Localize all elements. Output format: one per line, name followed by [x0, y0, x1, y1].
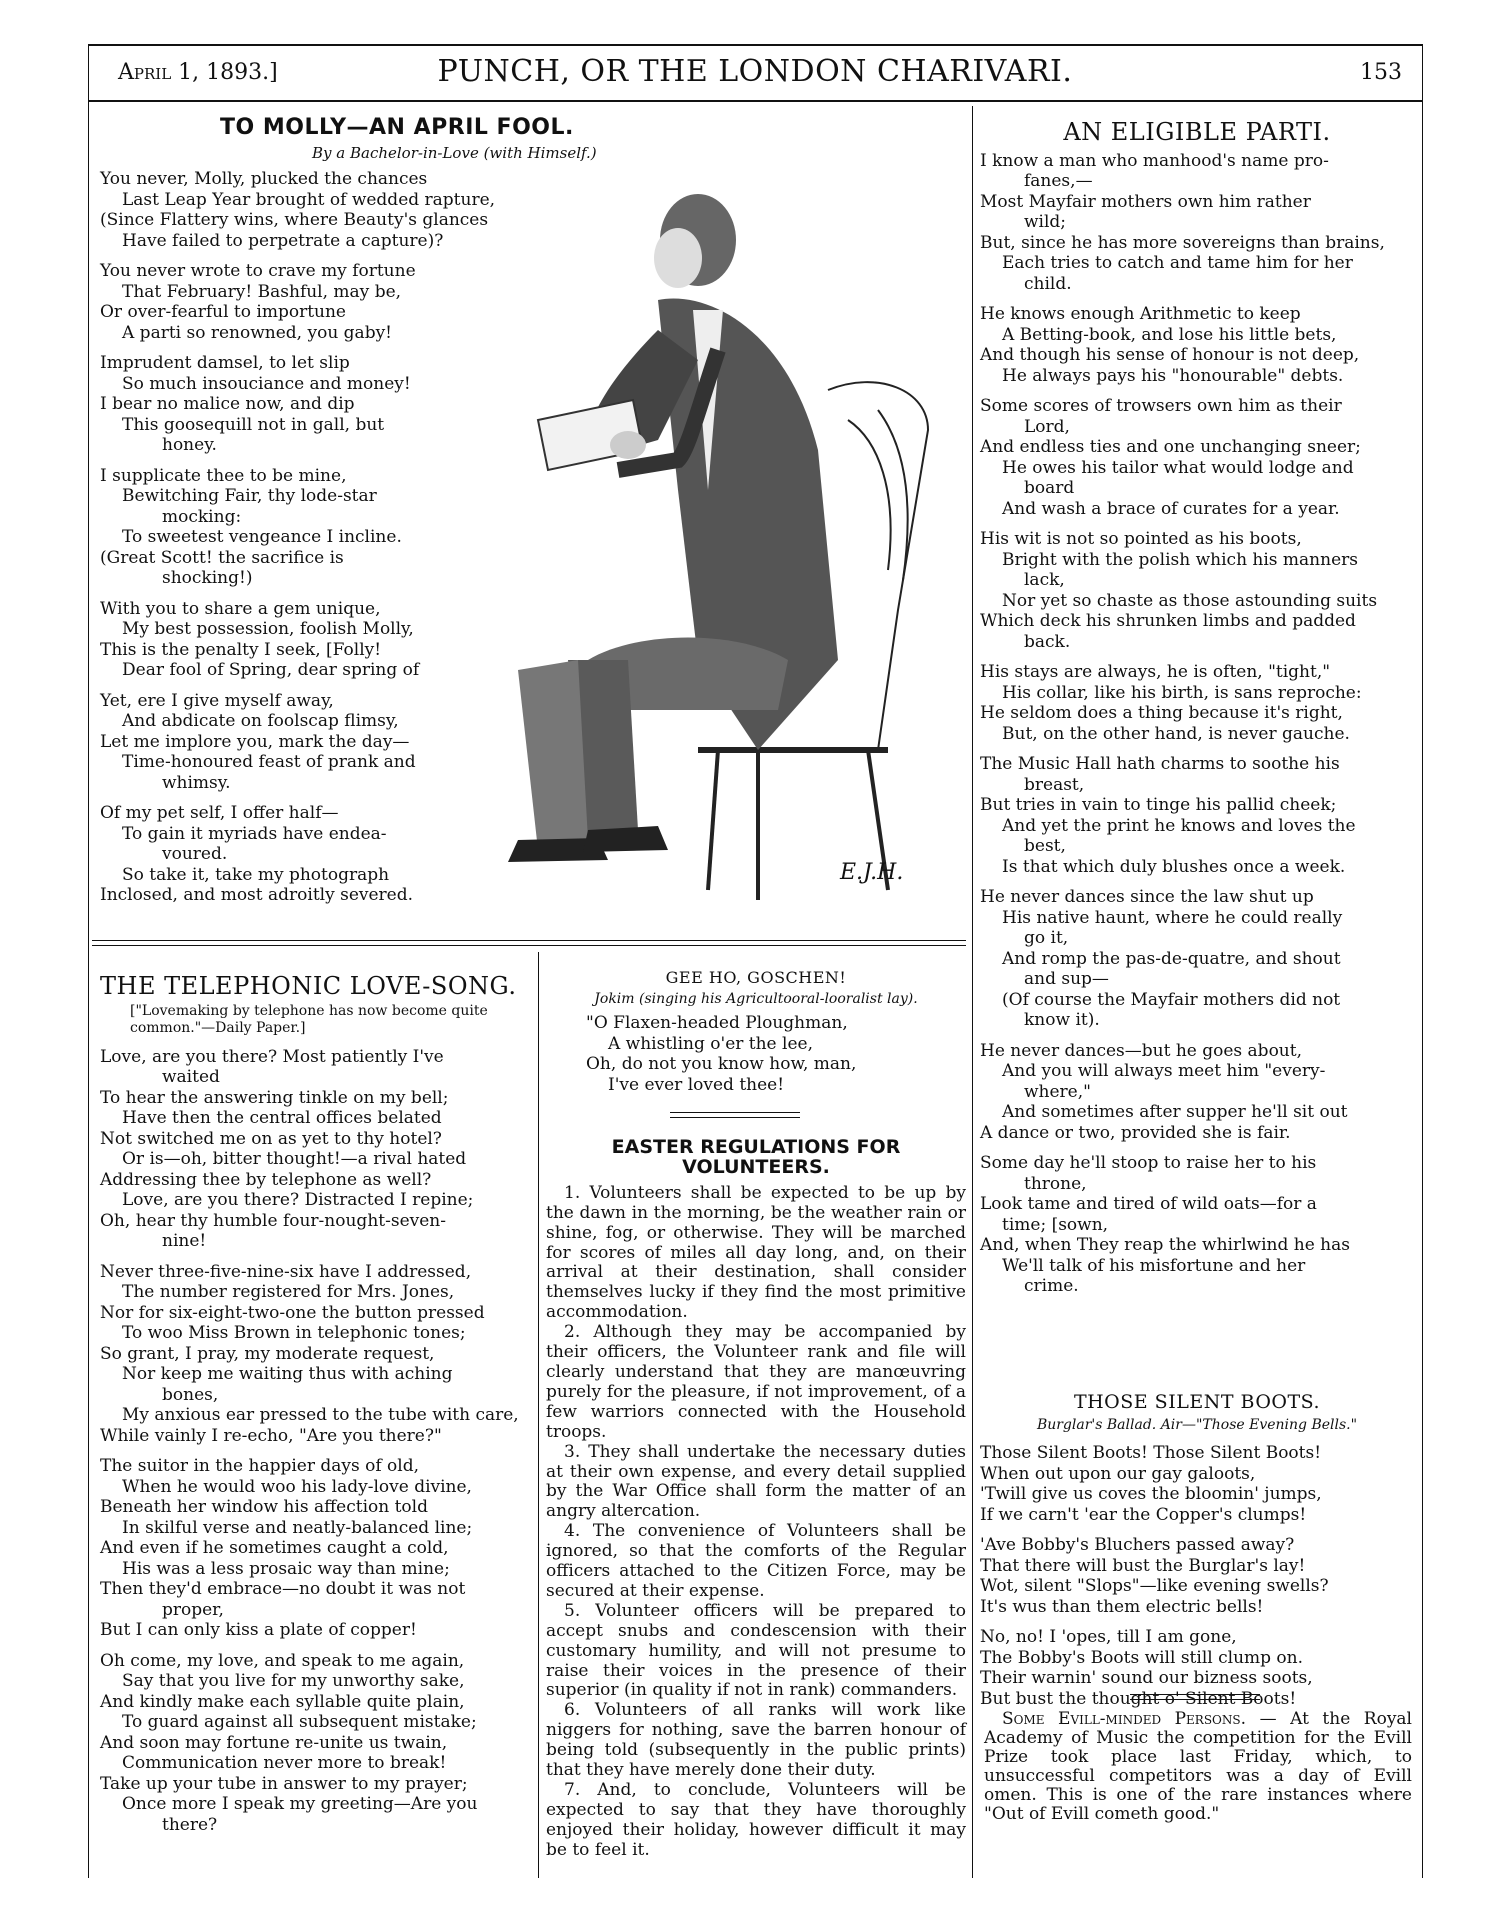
verse-line: And romp the pas-de-quatre, and shout	[1002, 948, 1341, 969]
regulation-item: 6. Volunteers of all ranks will work like niggers for nothing, save the barren honour of being told (subsequently in the public prints) that they have merely done their duty.	[546, 1700, 966, 1781]
verse-line: I bear no malice now, and dip	[100, 394, 355, 414]
verse-line: Their warnin' sound our bizness soots,	[980, 1668, 1313, 1688]
verse-line: Take up your tube in answer to my prayer;	[100, 1773, 468, 1794]
verse-line: And soon may fortune re-unite us twain,	[100, 1732, 448, 1753]
verse-line: lack,	[1024, 570, 1065, 590]
issue-date: April 1, 1893.]	[118, 60, 278, 85]
verse-line: Wot, silent "Slops"—like evening swells?	[980, 1576, 1329, 1596]
verse-line: 'Ave Bobby's Bluchers passed away?	[980, 1535, 1295, 1555]
verse-line: His was a less prosaic way than mine;	[122, 1558, 450, 1579]
boots-stanzas	[980, 1443, 1414, 1709]
verse-line: go it,	[1024, 928, 1069, 948]
easter-regulations	[546, 1138, 966, 1861]
verse-line: With you to share a gem unique,	[100, 598, 381, 619]
telephonic-epigraph: ["Lovemaking by telephone has now become quite common."—Daily Paper.]	[130, 1002, 488, 1036]
telephonic-stanzas	[100, 1047, 532, 1836]
verse-line: Nor yet so chaste as those astounding suits	[1002, 590, 1378, 611]
verse-line: whimsy.	[162, 772, 231, 793]
verse-line: Is that which duly blushes once a week.	[1002, 856, 1346, 877]
goschen-byline: Jokim (singing his Agricultooral-looralist lay).	[594, 990, 918, 1007]
illustration-seated-man	[458, 190, 942, 916]
verse-line: The suitor in the happier days of old,	[100, 1456, 420, 1476]
verse-line: You never wrote to crave my fortune	[100, 261, 416, 281]
verse-line: My anxious ear pressed to the tube with care,	[122, 1405, 519, 1425]
verse-line: And endless ties and one unchanging sneer;	[980, 437, 1361, 457]
verse-line: and sup—	[1024, 969, 1109, 989]
verse-line: (Great Scott! the sacrifice is	[100, 547, 344, 568]
verse-line: And kindly make each syllable quite plain,	[100, 1691, 465, 1712]
verse-line: best,	[1024, 836, 1066, 856]
verse-line: A dance or two, provided she is fair.	[980, 1122, 1291, 1143]
verse-line: Last Leap Year brought of wedded rapture,	[122, 189, 496, 210]
verse-line: Addressing thee by telephone as well?	[100, 1169, 432, 1190]
verse-line: It's wus than them electric bells!	[980, 1596, 1264, 1617]
verse-line: board	[1024, 478, 1075, 498]
verse-line: Of my pet self, I offer half—	[100, 803, 339, 823]
verse-line: He always pays his "honourable" debts.	[1002, 365, 1344, 386]
verse-line: He owes his tailor what would lodge and	[1002, 457, 1354, 478]
verse-line: Look tame and tired of wild oats—for a	[980, 1194, 1317, 1214]
verse-line: child.	[1024, 273, 1072, 294]
verse-line: To guard against all subsequent mistake;	[122, 1712, 477, 1732]
verse-line: While vainly I re-echo, "Are you there?"	[100, 1425, 442, 1446]
regulation-item: 4. The convenience of Volunteers shall be ignored, so that the comforts of the Regular officers attached to the Citizen Force, may be secured at their expense.	[546, 1521, 966, 1601]
verse-line: Let me implore you, mark the day—	[100, 731, 410, 752]
header-top-rule	[88, 44, 1422, 46]
seated-man-drawing	[458, 190, 942, 916]
verse-line: And abdicate on foolscap flimsy,	[122, 711, 399, 731]
verse-line: He knows enough Arithmetic to keep	[980, 304, 1301, 324]
verse-line: The number registered for Mrs. Jones,	[122, 1282, 455, 1302]
verse-line: No, no! I 'opes, till I am gone,	[980, 1627, 1237, 1647]
stanza	[980, 1041, 1414, 1144]
verse-line: Oh, hear thy humble four-nought-seven-	[100, 1210, 446, 1231]
verse-line: Love, are you there? Most patiently I've	[100, 1046, 444, 1067]
verse-line: shocking!)	[162, 568, 253, 588]
verse-line: He never dances since the law shut up	[980, 887, 1314, 907]
goschen-rule	[670, 1112, 800, 1118]
verse-line: fanes,—	[1024, 171, 1093, 191]
verse-line: Dear fool of Spring, dear spring of	[122, 660, 420, 680]
verse-line: where,"	[1024, 1081, 1091, 1102]
easter-items	[546, 1184, 966, 1861]
verse-line: Bewitching Fair, thy lode-star	[122, 486, 377, 506]
verse-line: This is the penalty I seek, [Folly!	[100, 639, 382, 660]
verse-line: The Bobby's Boots will still clump on.	[980, 1647, 1304, 1668]
boots-poem	[980, 1392, 1414, 1719]
goschen-title: GEE HO, GOSCHEN!	[665, 968, 847, 987]
regulation-item: 1. Volunteers shall be expected to be up by the dawn in the morning, be the weather rain or shine, fog, or otherwise. They will be marched for scores of miles all day long, and, on their arrival at their destination, shall consider themselves lucky if they find the most primitive accommodation.	[546, 1182, 966, 1323]
verse-line: To sweetest vengeance I incline.	[122, 527, 402, 547]
verse-line: So much insouciance and money!	[122, 373, 411, 394]
verse-line: That there will bust the Burglar's lay!	[980, 1555, 1306, 1576]
verse-line: A whistling o'er the lee,	[608, 1033, 813, 1054]
verse-line: Once more I speak my greeting—Are you	[122, 1794, 478, 1814]
verse-line: And though his sense of honour is not deep,	[980, 345, 1360, 365]
verse-line: wild;	[1024, 212, 1067, 232]
verse-line: To gain it myriads have endea-	[122, 823, 387, 844]
verse-line: But, since he has more sovereigns than brains,	[980, 232, 1385, 253]
artist-signature: E.J.H.	[840, 860, 904, 885]
stanza	[100, 1456, 532, 1641]
telephonic-poem	[100, 972, 532, 1845]
verse-line: My best possession, foolish Molly,	[122, 619, 414, 639]
verse-line: Never three-five-nine-six have I addressed,	[100, 1261, 472, 1282]
verse-line: Beneath her window his affection told	[100, 1497, 428, 1517]
masthead-title: PUNCH, OR THE LONDON CHARIVARI.	[437, 54, 1073, 89]
stanza	[980, 304, 1414, 386]
stanza	[980, 887, 1414, 1031]
stanza	[980, 1153, 1414, 1297]
verse-line: His wit is not so pointed as his boots,	[980, 529, 1302, 549]
section-double-rule	[92, 940, 966, 946]
regulation-item: 3. They shall undertake the necessary duties at their own expense, and every detail supplied by the War Office shall form the matter of an angry altercation.	[546, 1441, 966, 1522]
page-number: 153	[1360, 60, 1402, 85]
verse-line: Lord,	[1024, 416, 1070, 437]
verse-line: And, when They reap the whirlwind he has	[980, 1235, 1350, 1255]
verse-line: Bright with the polish which his manners	[1002, 549, 1358, 570]
verse-line: A parti so renowned, you gaby!	[122, 322, 393, 343]
verse-line: know it).	[1024, 1010, 1100, 1030]
verse-line: Time-honoured feast of prank and	[122, 752, 416, 772]
verse-line: And you will always meet him "every-	[1002, 1061, 1326, 1081]
regulation-item: 2. Although they may be accompanied by their officers, the Volunteer rank and file will clearly understand that they are manœuvring purely for the pleasure, if not improvement, of a few warriors connected with the Household troops.	[546, 1322, 966, 1442]
verse-line: Nor keep me waiting thus with aching	[122, 1364, 453, 1384]
verse-line: But tries in vain to tinge his pallid cheek;	[980, 795, 1337, 815]
verse-line: Some day he'll stoop to raise her to his	[980, 1153, 1317, 1173]
verse-line: nine!	[162, 1231, 207, 1251]
verse-line: bones,	[162, 1384, 219, 1405]
verse-line: Communication never more to break!	[122, 1753, 447, 1773]
verse-line: Yet, ere I give myself away,	[100, 690, 334, 711]
right-border	[1422, 44, 1423, 1878]
verse-line: And wash a brace of curates for a year.	[1002, 498, 1340, 519]
verse-line: voured.	[162, 844, 228, 864]
verse-line: His collar, like his birth, is sans reproche:	[1002, 682, 1362, 703]
verse-line: When out upon our gay galoots,	[980, 1463, 1256, 1484]
verse-line: And sometimes after supper he'll sit out	[1002, 1102, 1348, 1122]
chair-back	[828, 382, 928, 750]
regulation-item: 5. Volunteer officers will be prepared to accept snubs and condescension with their customary humility, and will not presume to raise their voices in the presence of their superior (in quality if not in rank) commanders.	[546, 1600, 966, 1701]
verse-line: But bust the thought o' Silent Boots!	[980, 1688, 1297, 1709]
verse-line: This goosequill not in gall, but	[122, 414, 385, 435]
molly-title: TO MOLLY—AN APRIL FOOL.	[220, 115, 574, 140]
verse-line: waited	[162, 1067, 220, 1087]
left-border	[88, 44, 89, 1878]
verse-line: To woo Miss Brown in telephonic tones;	[122, 1323, 466, 1343]
verse-line: So grant, I pray, my moderate request,	[100, 1343, 435, 1364]
verse-line: Oh, do not you know how, man,	[586, 1054, 857, 1074]
verse-line: His native haunt, where he could really	[1002, 907, 1343, 928]
stanza	[980, 151, 1414, 295]
verse-line: Which deck his shrunken limbs and padded	[980, 611, 1356, 631]
verse-line: In skilful verse and neatly-balanced line;	[122, 1517, 473, 1538]
stanza	[980, 754, 1414, 877]
verse-line: He never dances—but he goes about,	[980, 1040, 1302, 1061]
evill-text: — At the Royal Academy of Music the competition for the Evill Prize took place last Friday, which, to unsuccessful competitors was a day of Evill omen. This is one of the rare instances where "Out of Evill cometh good."	[984, 1709, 1412, 1824]
verse-line: back.	[1024, 631, 1071, 652]
verse-line: Each tries to catch and tame him for her	[1002, 253, 1353, 273]
evill-paragraph	[984, 1710, 1412, 1824]
verse-line: I know a man who manhood's name pro-	[980, 150, 1329, 171]
verse-line: His stays are always, he is often, "tight,"	[980, 662, 1331, 682]
verse-line: If we carn't 'ear the Copper's clumps!	[980, 1504, 1307, 1525]
verse-line: Love, are you there? Distracted I repine;	[122, 1190, 474, 1210]
verse-line: But I can only kiss a plate of copper!	[100, 1620, 417, 1640]
verse-line: crime.	[1024, 1276, 1079, 1296]
verse-line: Say that you live for my unworthy sake,	[122, 1671, 465, 1691]
verse-line: Then they'd embrace—no doubt it was not	[100, 1579, 466, 1599]
verse-line: Have failed to perpetrate a capture)?	[122, 230, 444, 251]
verse-line: Imprudent damsel, to let slip	[100, 353, 350, 373]
verse-line: He seldom does a thing because it's right,	[980, 703, 1343, 723]
easter-title: EASTER REGULATIONS FOR VOLUNTEERS.	[611, 1136, 901, 1178]
goschen-poem	[546, 968, 966, 1095]
verse-line: there?	[162, 1814, 218, 1835]
boots-rule	[1130, 1694, 1260, 1700]
boots-byline: Burglar's Ballad. Air—"Those Evening Bells."	[1036, 1416, 1358, 1433]
verse-line: honey.	[162, 435, 217, 455]
boots-title: THOSE SILENT BOOTS.	[1073, 1391, 1321, 1413]
stanza	[100, 1047, 532, 1252]
stanza	[980, 662, 1414, 744]
verse-line: Those Silent Boots! Those Silent Boots!	[980, 1443, 1322, 1463]
telephonic-title: THE TELEPHONIC LOVE-SONG.	[100, 972, 517, 1000]
verse-line: When he would woo his lady-love divine,	[122, 1476, 472, 1497]
verse-line: 'Twill give us coves the bloomin' jumps,	[980, 1484, 1322, 1504]
header-bottom-rule	[88, 100, 1422, 102]
verse-line: mocking:	[162, 506, 242, 527]
page-header	[88, 54, 1422, 98]
parti-poem	[980, 118, 1414, 1307]
lower-column-divider	[538, 952, 539, 1878]
stanza	[980, 396, 1414, 519]
regulation-item: 7. And, to conclude, Volunteers will be expected to say that they have thoroughly enjoyed their holiday, however difficult it may be to feel it.	[546, 1780, 966, 1860]
verse-line: Have then the central offices belated	[122, 1108, 442, 1128]
stanza	[980, 1443, 1414, 1525]
evill-lead: Some Evill-minded Persons.	[1002, 1709, 1247, 1729]
molly-byline: By a Bachelor-in-Love (with Himself.)	[312, 143, 597, 162]
verse-line: We'll talk of his misfortune and her	[1002, 1255, 1306, 1276]
parti-stanzas	[980, 151, 1414, 1297]
verse-line: Not switched me on as yet to thy hotel?	[100, 1128, 442, 1149]
right-column-divider	[972, 106, 973, 1878]
verse-line: Or is—oh, bitter thought!—a rival hated	[122, 1149, 467, 1169]
verse-line: proper,	[162, 1599, 224, 1620]
verse-line: Some scores of trowsers own him as their	[980, 396, 1342, 416]
verse-line: throne,	[1024, 1173, 1087, 1194]
verse-line: (Since Flattery wins, where Beauty's glances	[100, 210, 489, 230]
stanza	[980, 529, 1414, 652]
stanza	[100, 1262, 532, 1447]
verse-line: Most Mayfair mothers own him rather	[980, 191, 1311, 212]
verse-line: Or over-fearful to importune	[100, 302, 346, 322]
verse-line: And yet the print he knows and loves the	[1002, 815, 1356, 836]
verse-line: To hear the answering tinkle on my bell;	[100, 1087, 449, 1108]
verse-line: The Music Hall hath charms to soothe his	[980, 754, 1340, 774]
verse-line: Nor for six-eight-two-one the button pressed	[100, 1302, 485, 1323]
verse-line: But, on the other hand, is never gauche.	[1002, 723, 1350, 744]
verse-line: (Of course the Mayfair mothers did not	[1002, 989, 1341, 1010]
verse-line: That February! Bashful, may be,	[122, 281, 402, 302]
verse-line: A Betting-book, and lose his little bets,	[1002, 324, 1337, 345]
verse-line: I've ever loved thee!	[608, 1074, 785, 1095]
verse-line: Inclosed, and most adroitly severed.	[100, 885, 414, 905]
verse-line: "O Flaxen-headed Ploughman,	[586, 1013, 848, 1033]
stanza	[100, 1651, 532, 1836]
verse-line: So take it, take my photograph	[122, 864, 390, 885]
verse-line: I supplicate thee to be mine,	[100, 465, 347, 486]
parti-title: AN ELIGIBLE PARTI.	[1063, 118, 1331, 146]
verse-line: time; [sown,	[1002, 1214, 1109, 1235]
goschen-lines	[546, 1013, 966, 1095]
verse-line: And even if he sometimes caught a cold,	[100, 1538, 449, 1558]
verse-line: Oh come, my love, and speak to me again,	[100, 1650, 465, 1671]
verse-line: breast,	[1024, 774, 1085, 795]
stanza	[980, 1535, 1414, 1617]
verse-line: You never, Molly, plucked the chances	[100, 169, 428, 189]
